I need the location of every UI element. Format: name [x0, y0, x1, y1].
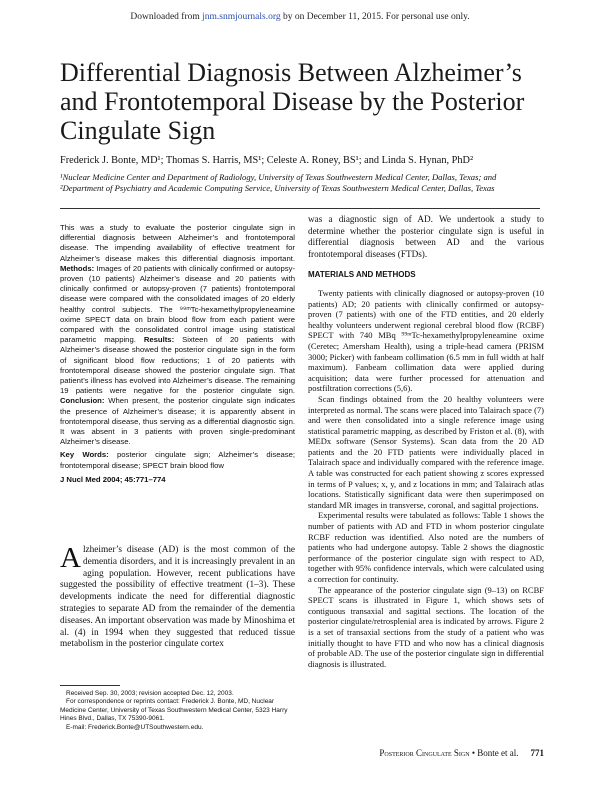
- methods-paragraph: Twenty patients with clinically diagnosed or autopsy-proven (10 patients) AD; 20 patients with clinically confirmed or autopsy-proven (7 patients) with one of the FTD entities, and 20 elderly healthy volunteers underwent regional cerebral blood flow (RCBF) SPECT with 740 MBq ⁹⁹ᵐTc-hexamethylpropyleneamine oxime (Ceretec; Amersham Health), using a triple-head camera (PRISM 3000; Picker) with fanbeam collimation (6.5 mm in full width at half maximum). Fanbeam collimation data were applied during acquisition; data were further processed for attenuation and postfiltration corrections (5,6).: [308, 287, 544, 394]
- methods-label: Methods:: [60, 263, 95, 273]
- abstract-intro: This was a study to evaluate the posterior cingulate sign in differential diagnosis between Alzheimer’s and frontotemporal disease. The impending availability of effective treatment for Alzheimer’s disease makes this differential diagnosis important.: [60, 223, 295, 263]
- citation: J Nucl Med 2004; 45:771–774: [60, 474, 166, 484]
- methods-paragraph: Scan findings obtained from the 20 healthy volunteers were interpreted as normal. The scans were placed into Talairach space (7) and were then consolidated into a single reference image using statistical parametric mapping, as described by Friston et al. (8), with MEDx software (Sensor Systems). Scan data from the 20 AD patients and the 20 FTD patients were individually placed in Talairach space and individually compared with the reference image. A table was constructed for each patient showing z scores expressed in terms of P values; x, y, and z locations in mm; and Talairach atlas locations. Statistically significant data were then superimposed on standard MR images in transverse, coronal, and sagittal projections.: [308, 393, 544, 510]
- intro-text: lzheimer’s disease (AD) is the most common of the dementia disorders, and it is increasingly prevalent in an aging population. However, recent publications have suggested the possibility of effective treatment (1–3). These developments indicate the need for differential diagnostic strategies to separate AD from the remainder of the dementia diseases. An important observation was made by Minoshima et al. (4) in 1994 when they suggested that reduced tissue metabolism in the posterior cingulate cortex: [60, 545, 295, 650]
- journal-link[interactable]: jnm.snmjournals.org: [202, 12, 281, 22]
- running-footer: [300, 748, 544, 758]
- methods-paragraph: The appearance of the posterior cingulate sign (9–13) on RCBF SPECT scans is illustrated in Figure 1, which shows sets of contiguous transaxial and sagittal sections. The location of the posterior cingulate/retrosplenial area is indicated by arrows. Figure 2 is a set of transaxial sections from the study of a patient who was initially thought to have FTD and who now has a clinical diagnosis of probable AD. The use of the posterior cingulate sign in differential diagnosis is illustrated.: [308, 584, 544, 669]
- footnote-correspondence: For correspondence or reprints contact: Frederick J. Bonte, MD, Nuclear Medicine Center, University of Texas Southwestern Medical Center, 5323 Harry Hines Blvd., Dallas, TX 75390-9061.: [60, 698, 288, 723]
- abstract: [60, 223, 295, 485]
- affiliation-1: ¹Nuclear Medicine Center and Department of Radiology, University of Texas Southwestern Medical Center, Dallas, Texas; and: [60, 172, 497, 182]
- article-title: Differential Diagnosis Between Alzheimer’s and Frontotemporal Disease by the Posterior Cingulate Sign: [60, 58, 525, 145]
- conclusion-label: Conclusion:: [60, 396, 105, 406]
- download-note: [0, 12, 600, 22]
- abstract-conclusion: When present, the posterior cingulate sign indicates the presence of Alzheimer’s disease; it is apparently absent in frontotemporal disease, thus serving as a differential diagnostic sign. It was absent in 3 patients with proven single-predominant Alzheimer’s disease.: [60, 396, 295, 447]
- keywords: [60, 450, 295, 470]
- running-title: Posterior Cingulate Sign: [379, 748, 470, 758]
- results-label: Results:: [143, 335, 175, 345]
- footnote-divider: [60, 685, 120, 686]
- section-heading: MATERIALS AND METHODS: [308, 270, 416, 280]
- keywords-text: posterior cingulate sign; Alzheimer’s disease; frontotemporal disease; SPECT brain blood flow: [60, 450, 295, 470]
- drop-cap: A: [60, 542, 81, 574]
- right-column: [308, 214, 544, 669]
- intro-continuation: was a diagnostic sign of AD. We undertook a study to determine whether the posterior cingulate sign is useful in differential diagnosis between AD and the various frontotemporal diseases (FTDs).: [308, 214, 544, 259]
- footnotes: [60, 690, 300, 732]
- abstract-methods: Images of 20 patients with clinically confirmed or autopsy-proven (10 patients) Alzheimer’s disease and 20 patients with clinically confirmed or autopsy-proven (7 patients) frontotemporal disease were compared with the consolidated images of 20 elderly healthy control subjects. The ⁹⁹ᵐTc-hexamethylpropyleneamine oxime SPECT data on brain blood flow from each patient were compared with the consolidated control image using statistical parametric mapping.: [60, 263, 295, 345]
- footnote-received: Received Sep. 30, 2003; revision accepted Dec. 12, 2003.: [66, 690, 234, 697]
- abstract-results: Sixteen of 20 patients with Alzheimer’s disease showed the posterior cingulate sign in the form of significant blood flow reductions; 1 of 20 patients with frontotemporal disease showed the posterior cingulate sign. That patient’s illness has evolved into Alzheimer’s disease. The remaining 19 patients were negative for the posterior cingulate sign.: [60, 335, 295, 396]
- affiliation-2: ²Department of Psychiatry and Academic Computing Service, University of Texas Southwestern Medical Center, Dallas, Texas: [60, 183, 495, 193]
- download-note-suffix: by on December 11, 2015. For personal use only.: [280, 12, 470, 22]
- footnote-email: E-mail: Frederick.Bonte@UTSouthwestern.edu.: [66, 723, 204, 731]
- header-divider: [60, 208, 540, 209]
- abstract-text: [60, 223, 295, 447]
- running-separator: •: [469, 748, 478, 758]
- page-number: 771: [530, 748, 544, 758]
- running-authors: Bonte et al.: [477, 748, 519, 758]
- download-note-prefix: Downloaded from: [130, 12, 203, 22]
- keywords-label: Key Words:: [60, 450, 109, 460]
- methods-paragraph: Experimental results were tabulated as follows: Table 1 shows the number of patients with AD and FTD in whom posterior cingulate RCBF reduction was identified. Also noted are the numbers of patients who had undergone autopsy. Table 2 shows the diagnostic performance of the posterior cingulate sign with respect to AD, together with 95% confidence intervals, which were calculated using a correction for continuity.: [308, 510, 544, 584]
- author-list: Frederick J. Bonte, MD¹; Thomas S. Harris, MS¹; Celeste A. Roney, BS¹; and Linda S. Hynan, PhD²: [60, 155, 474, 166]
- intro-paragraph: [60, 542, 295, 651]
